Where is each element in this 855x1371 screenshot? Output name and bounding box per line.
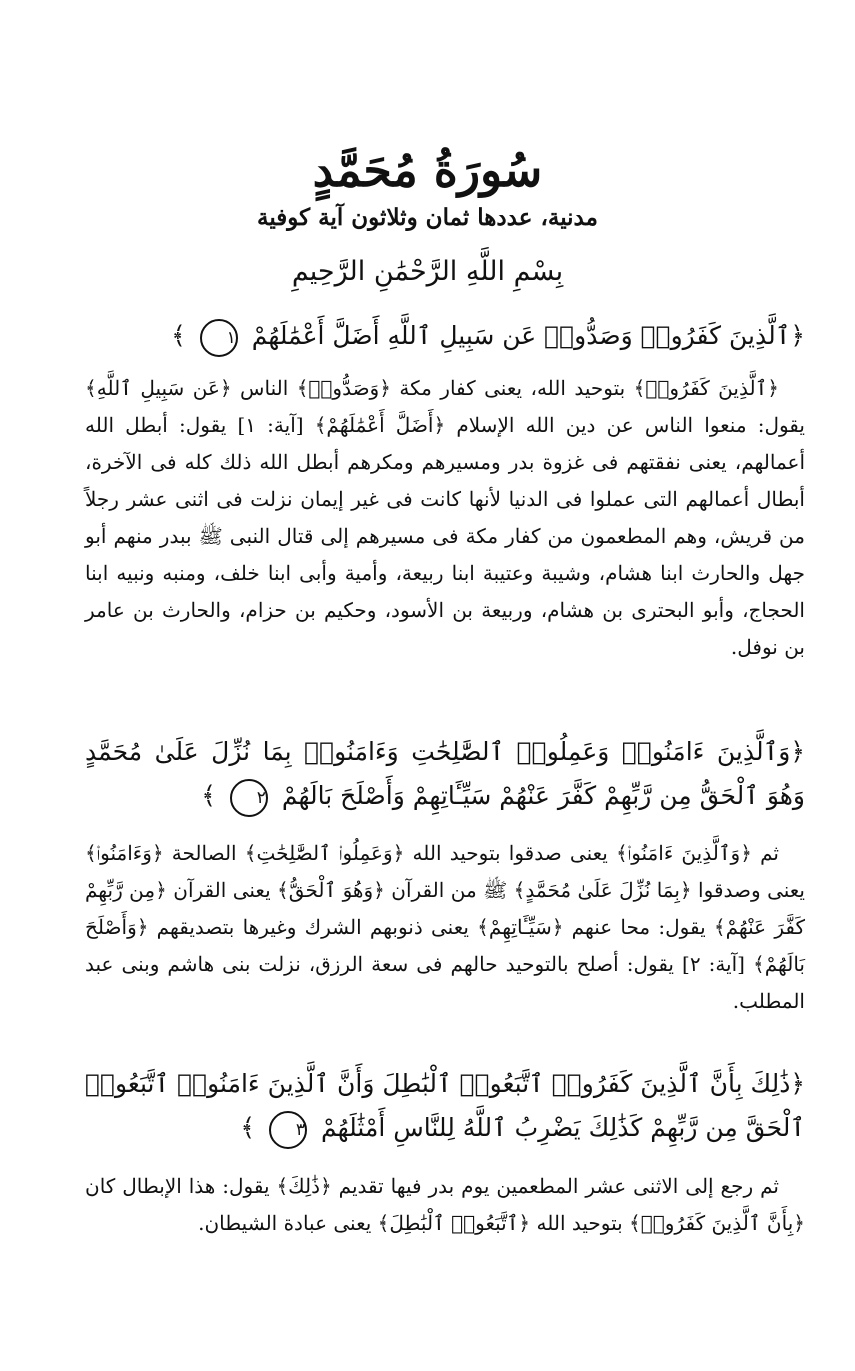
verse-number-badge-2: ٢ (230, 779, 268, 817)
commentary-paragraph-2: ثم ﴿وَٱلَّذِينَ ءَامَنُوا۟﴾ يعنى صدقوا بتوحيد الله ﴿وَعَمِلُوا۟ ٱلصَّٰلِحَٰتِ﴾ الصالحة ﴿وَءَامَنُوا۟﴾ يعنى وصدقوا ﴿بِمَا نُزِّلَ عَلَىٰ مُحَمَّدٍ﴾ ﷺ من القرآن ﴿وَهُوَ ٱلْحَقُّ﴾ يعنى القرآن ﴿مِن رَّبِّهِمْ كَفَّرَ عَنْهُمْ﴾ يقول: محا عنهم ﴿سَيِّـَٔاتِهِمْ﴾ يعنى ذنوبهم الشرك وغيرها بتصديقهم ﴿وَأَصْلَحَ بَالَهُمْ﴾ [آية: ٢] يقول: أصلح بالتوحيد حالهم فى سعة الرزق، نزلت بنى هاشم وبنى عبد المطلب. (85, 841, 805, 1013)
verse-2-close: ﴾ (201, 781, 216, 810)
surah-subtitle: مدنية، عددها ثمان وثلاثون آية كوفية (257, 204, 598, 231)
verse-3 (85, 1062, 805, 1150)
verse-number-badge-1: ١ (200, 319, 238, 357)
verse-1-text: ﴿ٱلَّذِينَ كَفَرُوا۟ وَصَدُّوا۟ عَن سَبِيلِ ٱللَّهِ أَضَلَّ أَعْمَٰلَهُمْ (251, 321, 805, 350)
basmala: بِسْمِ اللَّهِ الرَّحْمَٰنِ الرَّحِيمِ (291, 256, 564, 287)
verse-1 (85, 314, 805, 358)
verse-1-close: ﴾ (171, 321, 186, 350)
verse-number-badge-3: ٣ (269, 1111, 307, 1149)
commentary-paragraph-3: ثم رجع إلى الاثنى عشر المطعمين يوم بدر فيها تقديم ﴿ذَٰلِكَ﴾ يقول: هذا الإبطال كان ﴿بِأَنَّ ٱلَّذِينَ كَفَرُوا۟﴾ بتوحيد الله ﴿ٱتَّبَعُوا۟ ٱلْبَٰطِلَ﴾ يعنى عبادة الشيطان. (85, 1174, 805, 1235)
verse-3-close: ﴾ (240, 1113, 256, 1142)
verse-3-text: ﴿ذَٰلِكَ بِأَنَّ ٱلَّذِينَ كَفَرُوا۟ ٱتَّبَعُوا۟ ٱلْبَٰطِلَ وَأَنَّ ٱلَّذِينَ ءَامَنُوا۟ ٱتَّبَعُوا۟ ٱلْحَقَّ مِن رَّبِّهِمْ كَذَٰلِكَ يَضْرِبُ ٱللَّهُ لِلنَّاسِ أَمْثَٰلَهُمْ (85, 1069, 805, 1142)
verse-2 (85, 730, 805, 818)
commentary-paragraph-1: ﴿ٱلَّذِينَ كَفَرُوا۟﴾ بتوحيد الله، يعنى كفار مكة ﴿وَصَدُّوا۟﴾ الناس ﴿عَن سَبِيلِ ٱللَّهِ﴾ يقول: منعوا الناس عن دين الله الإسلام ﴿أَضَلَّ أَعْمَٰلَهُمْ﴾ [آية: ١] يقول: أبطل الله أعمالهم، يعنى نفقتهم فى غزوة بدر ومسيرهم ومكرهم أبطل الله ذلك كله فى الآخرة، أبطال أعمالهم التى عملوا فى الدنيا لأنها كانت فى غير إيمان نزلت فى اثنى عشر رجلاً من قريش، وهم المطعمون من كفار مكة فى مسيرهم إلى قتال النبى ﷺ ببدر منهم أبو جهل والحارث ابنا هشام، وشيبة وعتيبة ابنا ربيعة، وأمية وأبى ابنا خلف، ومنبه ونبيه ابنا الحجاج، وأبو البحترى بن هشام، وربيعة بن الأسود، وحكيم بن حزام، والحارث بن عامر بن نوفل. (85, 376, 805, 659)
verse-2-text: ﴿وَٱلَّذِينَ ءَامَنُوا۟ وَعَمِلُوا۟ ٱلصَّٰلِحَٰتِ وَءَامَنُوا۟ بِمَا نُزِّلَ عَلَىٰ مُحَمَّدٍ وَهُوَ ٱلْحَقُّ مِن رَّبِّهِمْ كَفَّرَ عَنْهُمْ سَيِّـَٔاتِهِمْ وَأَصْلَحَ بَالَهُمْ (85, 737, 805, 810)
surah-title: سُورَةُ مُحَمَّدٍ (312, 143, 543, 197)
